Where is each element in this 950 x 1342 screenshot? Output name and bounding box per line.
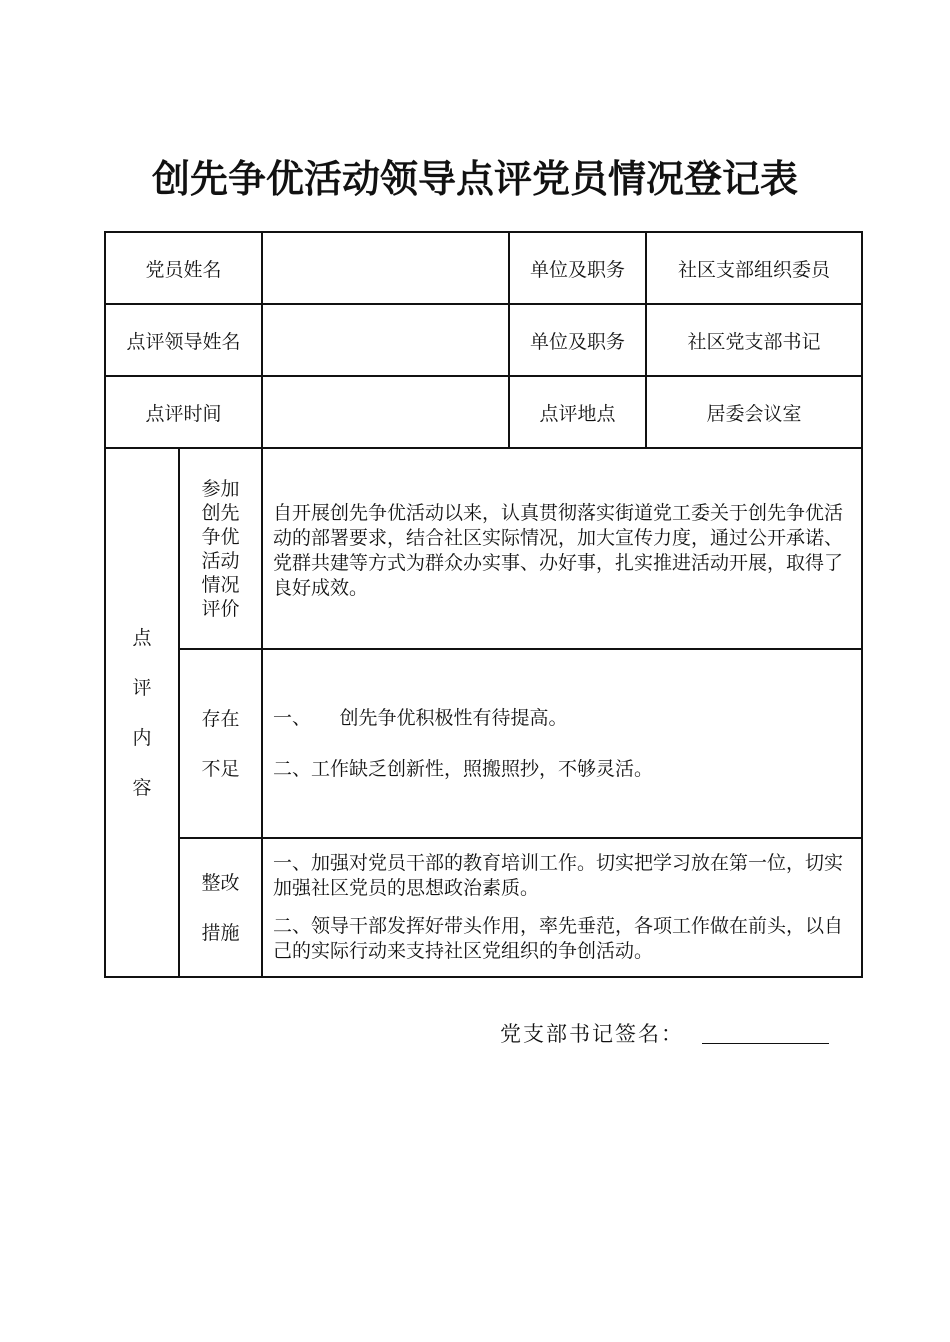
page-title: 创先争优活动领导点评党员情况登记表 bbox=[151, 156, 798, 201]
leader-name-label: 点评领导姓名 bbox=[105, 304, 262, 376]
review-time-label: 点评时间 bbox=[105, 376, 262, 448]
review-place-label: 点评地点 bbox=[509, 376, 646, 448]
review-content-label: 点 评 内 容 bbox=[105, 448, 179, 977]
table-row bbox=[105, 838, 862, 977]
table-row bbox=[105, 448, 862, 649]
rectification-text bbox=[262, 838, 862, 977]
unit-position-value: 社区支部组织委员 bbox=[646, 232, 862, 304]
leader-name-field[interactable] bbox=[262, 304, 509, 376]
table-row bbox=[105, 304, 862, 376]
unit-position-label: 单位及职务 bbox=[509, 232, 646, 304]
signature-line[interactable] bbox=[702, 1043, 829, 1044]
rectification-item: 一、加强对党员干部的教育培训工作。切实把学习放在第一位，切实加强社区党员的思想政治素质。 bbox=[273, 852, 844, 899]
participation-evaluation-label: 参加 创先 争优 活动 情况 评价 bbox=[179, 448, 262, 649]
table-row bbox=[105, 649, 862, 838]
participation-evaluation-text: 自开展创先争优活动以来，认真贯彻落实街道党工委关于创先争优活动的部署要求，结合社区实际情况，加大宣传力度，通过公开承诺、党群共建等方式为群众办实事、办好事，扎实推进活动开展，取得了良好成效。 bbox=[262, 448, 862, 649]
registration-form-table bbox=[104, 231, 863, 978]
rectification-item: 二、领导干部发挥好带头作用，率先垂范，各项工作做在前头，以自己的实际行动来支持社区党组织的争创活动。 bbox=[273, 915, 844, 962]
review-time-field[interactable] bbox=[262, 376, 509, 448]
shortcomings-text bbox=[262, 649, 862, 838]
table-row bbox=[105, 232, 862, 304]
rectification-label: 整改 措施 bbox=[179, 838, 262, 977]
signature-label: 党支部书记签名： bbox=[500, 1022, 684, 1046]
review-place-value: 居委会议室 bbox=[646, 376, 862, 448]
member-name-field[interactable] bbox=[262, 232, 509, 304]
member-name-label: 党员姓名 bbox=[105, 232, 262, 304]
leader-unit-position-label: 单位及职务 bbox=[509, 304, 646, 376]
leader-unit-position-value: 社区党支部书记 bbox=[646, 304, 862, 376]
shortcoming-item: 二、工作缺乏创新性，照搬照抄，不够灵活。 bbox=[273, 757, 654, 780]
shortcoming-item: 一、 创先争优积极性有待提高。 bbox=[273, 706, 568, 729]
table-row bbox=[105, 376, 862, 448]
shortcomings-label: 存在 不足 bbox=[179, 649, 262, 838]
